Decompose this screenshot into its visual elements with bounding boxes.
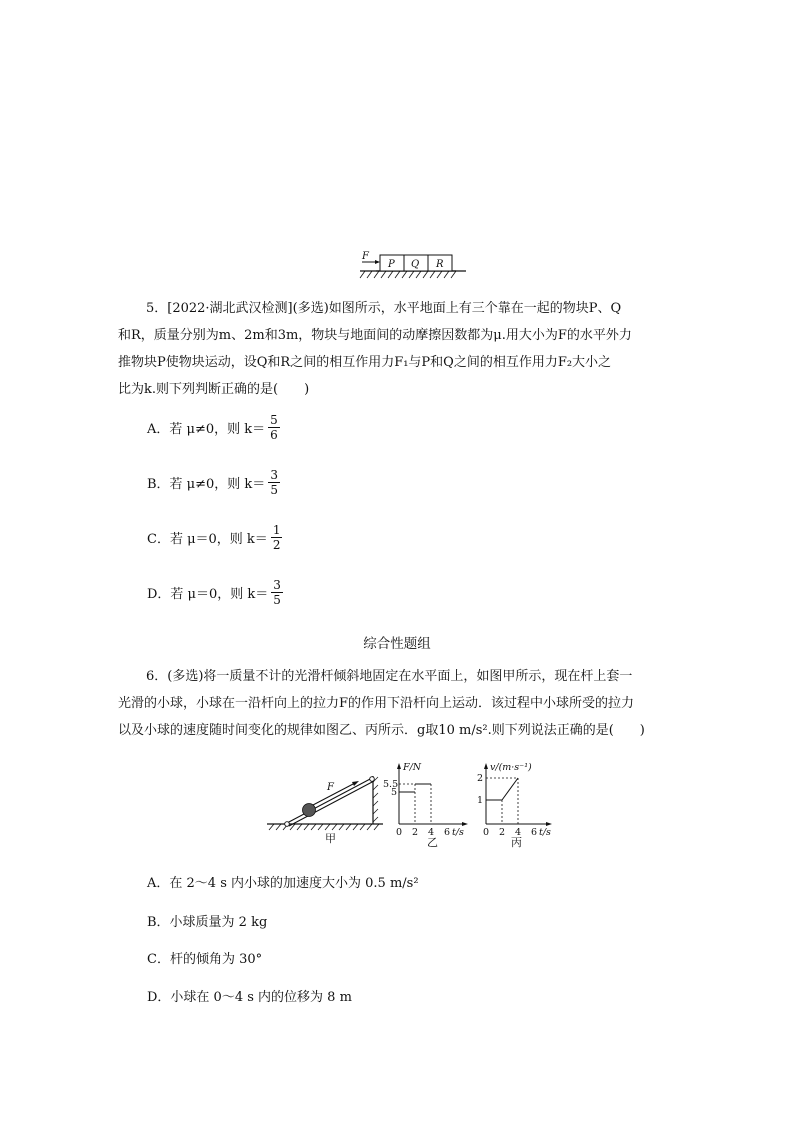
- q5-line-1: 5．[2022·湖北武汉检测](多选)如图所示，水平地面上有三个靠在一起的物块P、Q: [146, 301, 622, 316]
- fraction-denominator: 5: [273, 593, 281, 607]
- fraction-denominator: 5: [270, 483, 278, 497]
- bing-ytick-2: 2: [477, 773, 484, 784]
- q5-option-a-text: A．若 μ≠0，则 k＝: [147, 422, 266, 437]
- graph-bing: [477, 762, 552, 848]
- fraction-numerator: 3: [273, 578, 281, 592]
- fraction-denominator: 2: [272, 538, 281, 552]
- bing-xtick-4: 4: [515, 827, 522, 838]
- q6-line-3: 以及小球的速度随时间变化的规律如图乙、丙所示．g取10 m/s².则下列说法正确的是( ): [118, 723, 645, 738]
- q5-line-4: 比为k.则下列判断正确的是( ): [118, 382, 310, 397]
- block-label-r: R: [436, 259, 444, 270]
- jia-caption: 甲: [325, 832, 336, 845]
- q5-option-d-fraction: [271, 578, 283, 607]
- ball: [303, 804, 316, 817]
- figure-incline-graphs: [265, 760, 565, 848]
- yi-xtick-4: 4: [428, 827, 435, 838]
- yi-xtick-6: 6: [444, 827, 451, 838]
- graph-yi: [383, 762, 468, 848]
- q5-option-c-fraction: [271, 523, 283, 552]
- yi-xlabel: t/s: [452, 827, 464, 838]
- yi-xtick-2: 2: [412, 827, 419, 838]
- fraction-denominator: 6: [270, 428, 278, 442]
- section-title: 综合性题组: [363, 636, 431, 652]
- q5-option-a: [147, 413, 280, 442]
- q6-stem: [118, 663, 678, 744]
- bing-ylabel: v/(m·s⁻¹): [490, 762, 532, 773]
- bing-xtick-2: 2: [499, 827, 506, 838]
- bing-xlabel: t/s: [539, 827, 551, 838]
- bing-caption: 丙: [511, 836, 522, 848]
- q5-option-b: [147, 468, 280, 497]
- yi-ytick-5: 5: [391, 787, 398, 798]
- q6-line-2: 光滑的小球，小球在一沿杆向上的拉力F的作用下沿杆向上运动．该过程中小球所受的拉力: [118, 696, 635, 711]
- bing-xtick-0: 0: [483, 827, 490, 838]
- fraction-numerator: 5: [270, 413, 278, 427]
- yi-xtick-0: 0: [396, 827, 403, 838]
- q5-option-c: [147, 523, 282, 552]
- q5-option-a-fraction: [268, 413, 280, 442]
- jia-force-label: F: [327, 782, 334, 793]
- block-label-q: Q: [411, 259, 420, 270]
- yi-ytick-5-5: 5.5: [383, 779, 399, 790]
- q5-option-b-text: B．若 μ≠0，则 k＝: [147, 477, 266, 492]
- q6-option-a: A．在 2～4 s 内小球的加速度大小为 0.5 m/s²: [147, 876, 419, 891]
- block-label-p: P: [388, 259, 395, 270]
- q6-line-1: 6．(多选)将一质量不计的光滑杆倾斜地固定在水平面上，如图甲所示，现在杆上套一: [146, 669, 633, 684]
- q5-stem: [118, 295, 678, 403]
- yi-caption: 乙: [427, 836, 438, 848]
- diagram-jia: [267, 776, 383, 845]
- fraction-numerator: 1: [272, 523, 281, 537]
- q6-option-d: D．小球在 0～4 s 内的位移为 8 m: [147, 990, 352, 1005]
- q5-option-c-text: C．若 μ＝0，则 k＝: [147, 532, 268, 547]
- v-segment-2-4: [502, 778, 518, 800]
- q6-option-b: B．小球质量为 2 kg: [147, 915, 268, 930]
- yi-ylabel: F/N: [403, 762, 422, 773]
- fraction-numerator: 3: [270, 468, 278, 482]
- q5-option-d-text: D．若 μ＝0，则 k＝: [147, 587, 269, 602]
- force-label-f: F: [362, 251, 369, 262]
- q5-option-d: [147, 578, 283, 607]
- bing-ytick-1: 1: [477, 795, 484, 806]
- q5-option-b-fraction: [268, 468, 280, 497]
- q6-option-c: C．杆的倾角为 30°: [147, 952, 263, 967]
- q5-line-3: 推物块P使物块运动，设Q和R之间的相互作用力F₁与P和Q之间的相互作用力F₂大小之: [118, 355, 612, 370]
- figure-blocks-pqr: [356, 250, 474, 282]
- q5-line-2: 和R，质量分别为m、2m和3m，物块与地面间的动摩擦因数都为μ.用大小为F的水平外力: [118, 328, 632, 343]
- bing-xtick-6: 6: [531, 827, 538, 838]
